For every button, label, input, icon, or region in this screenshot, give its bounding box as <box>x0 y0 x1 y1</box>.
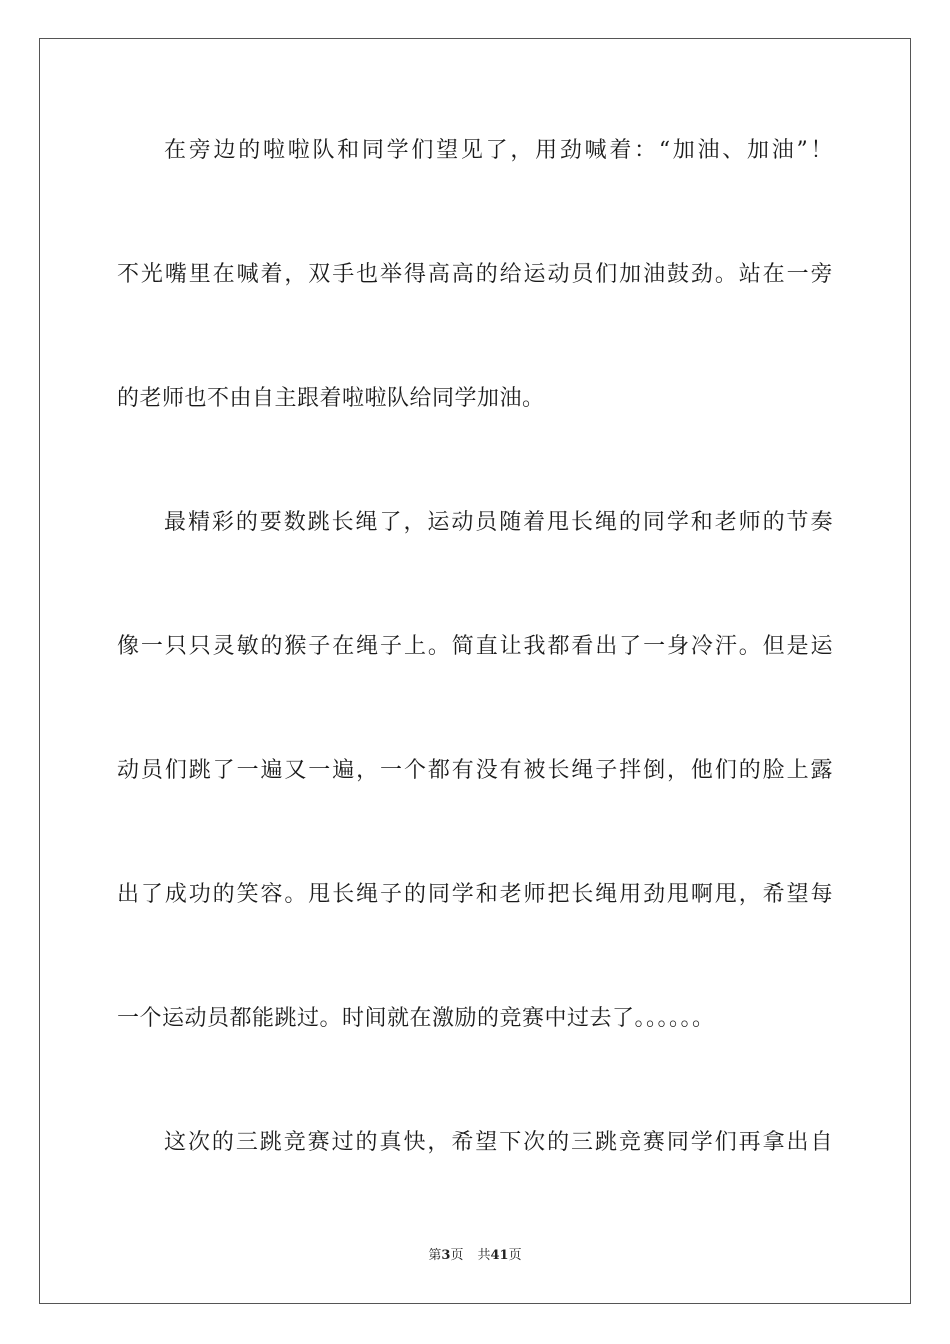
total-suffix: 页 <box>508 1248 522 1263</box>
page-suffix: 页 <box>450 1248 464 1263</box>
text-line: 最精彩的要数跳长绳了，运动员随着甩长绳的同学和老师的节奏 <box>164 510 833 535</box>
page-border <box>39 38 911 1304</box>
total-pages: 41 <box>490 1248 509 1263</box>
page-footer <box>0 1247 950 1265</box>
text-line: 这次的三跳竞赛过的真快，希望下次的三跳竞赛同学们再拿出自 <box>164 1130 833 1155</box>
total-prefix: 共 <box>477 1248 491 1263</box>
text-line: 像一只只灵敏的猴子在绳子上。简直让我都看出了一身冷汗。但是运 <box>117 634 833 659</box>
text-line: 的老师也不由自主跟着啦啦队给同学加油。 <box>117 386 545 411</box>
text-line: 出了成功的笑容。甩长绳子的同学和老师把长绳用劲甩啊甩，希望每 <box>117 882 833 907</box>
text-line: 不光嘴里在喊着，双手也举得高高的给运动员们加油鼓劲。站在一旁 <box>117 262 833 287</box>
page-prefix: 第 <box>428 1248 442 1263</box>
text-line: 一个运动员都能跳过。时间就在激励的竞赛中过去了。。。。。。 <box>117 1006 715 1031</box>
page-number: 3 <box>441 1248 451 1263</box>
text-line: 动员们跳了一遍又一遍，一个都有没有被长绳子拌倒，他们的脸上露 <box>117 758 833 783</box>
text-line: 在旁边的啦啦队和同学们望见了，用劲喊着：“加油、加油”！ <box>164 138 833 163</box>
